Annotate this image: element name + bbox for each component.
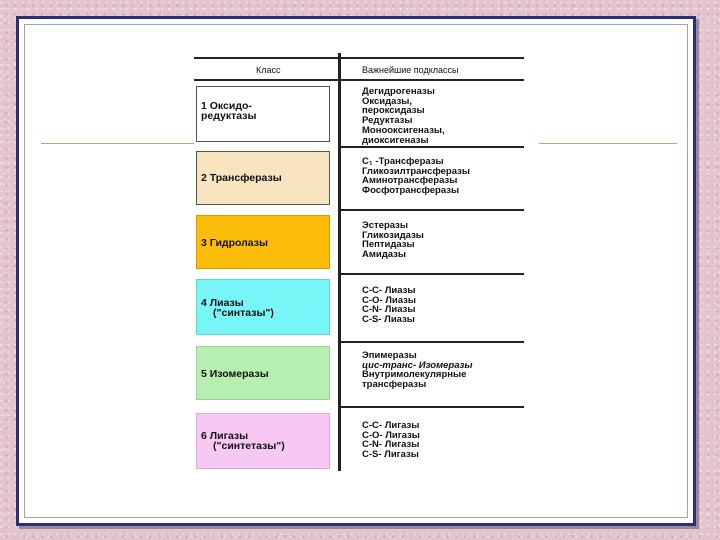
subclass-item: Аминотрансферазы (362, 175, 458, 187)
class-label (201, 101, 256, 121)
class-label-line: 2 Трансферазы (201, 172, 282, 184)
subclass-item: С-О- Лигазы (362, 429, 420, 441)
subclass-item: Эстеразы (362, 220, 409, 231)
subclass-item: С-S- Лиазы (362, 314, 415, 326)
header-subclasses: Важнейшие подклассы (362, 65, 459, 75)
class-label (201, 298, 274, 318)
subclass-item: Монооксигеназы, (362, 124, 445, 136)
subclass-item: Дегидрогеназы (362, 86, 435, 97)
subclass-item: Амидазы (362, 249, 406, 261)
row-separator (341, 341, 524, 343)
decorative-line-left (41, 143, 196, 144)
subclass-item: C₁ -Трансферазы (362, 156, 444, 167)
subclass-list (362, 157, 470, 196)
subclass-list (362, 286, 416, 325)
class-label (201, 369, 269, 379)
class-label-line: 5 Изомеразы (201, 368, 269, 380)
subclass-item: Гликозилтрансферазы (362, 165, 470, 177)
class-label-line: редуктазы (201, 110, 257, 122)
class-label-line: 4 Лиазы (201, 297, 244, 309)
subclass-item: С-С- Лиазы (362, 285, 416, 296)
subclass-list (362, 87, 445, 145)
subclass-list (362, 351, 472, 390)
class-label (201, 431, 285, 451)
header-bottom-line (194, 79, 524, 81)
subclass-item: Внутримолекулярные (362, 369, 467, 381)
subclass-item: Гликозидазы (362, 229, 424, 241)
subclass-item: Фосфотрансферазы (362, 185, 460, 197)
row-separator (341, 273, 524, 275)
class-label (201, 238, 268, 248)
subclass-item: С-N- Лиазы (362, 304, 416, 316)
subclass-list (362, 421, 420, 460)
header-top-line (194, 57, 524, 59)
header-class: Класс (256, 65, 281, 75)
row-separator (341, 406, 524, 408)
decorative-line-right (539, 143, 677, 144)
subclass-list (362, 221, 424, 260)
subclass-item: С-С- Лигазы (362, 420, 420, 431)
subclass-item: Эпимеразы (362, 350, 417, 361)
slide-frame (16, 16, 696, 526)
subclass-item: цис-транс- Изомеразы (362, 359, 473, 371)
subclass-item: Оксидазы, (362, 95, 413, 107)
subclass-item: С-N- Лигазы (362, 439, 420, 451)
column-divider (338, 53, 341, 471)
class-label-line: ("синтазы") (213, 307, 274, 319)
subclass-item: трансферазы (362, 379, 427, 391)
class-label-line: 3 Гидролазы (201, 237, 268, 249)
subclass-item: Пептидазы (362, 239, 415, 251)
row-separator (341, 146, 524, 148)
subclass-item: С-О- Лиазы (362, 294, 416, 306)
subclass-item: С-S- Лигазы (362, 449, 419, 461)
class-label-line: ("синтетазы") (213, 440, 285, 452)
subclass-item: Редуктазы (362, 115, 413, 127)
subclass-item: пероксидазы (362, 105, 425, 117)
class-label-line: 6 Лигазы (201, 430, 249, 442)
class-label (201, 173, 282, 183)
class-label-line: 1 Оксидо- (201, 100, 252, 112)
enzyme-classification-table (194, 53, 524, 473)
subclass-item: диоксигеназы (362, 134, 429, 146)
row-separator (341, 209, 524, 211)
